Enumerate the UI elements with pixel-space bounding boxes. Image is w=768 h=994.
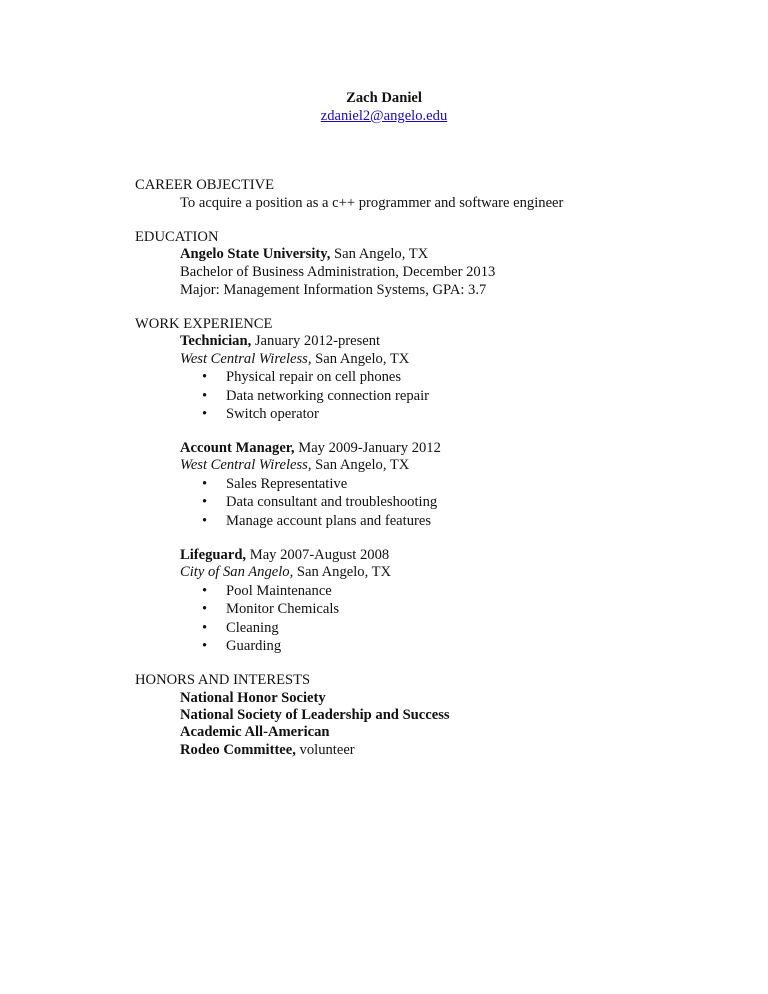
job-title-line <box>180 333 380 350</box>
bullet-icon: • <box>202 476 208 492</box>
list-item: Data networking connection repair <box>226 388 430 404</box>
job-location: San Angelo, TX <box>311 457 410 473</box>
job-title: Account Manager, <box>180 440 295 456</box>
job-dates: May 2007-August 2008 <box>246 547 390 563</box>
list-item: Manage account plans and features <box>226 513 432 529</box>
job-employer-line <box>180 564 391 581</box>
job-title: Lifeguard, <box>180 547 247 563</box>
job-title: Technician, <box>180 333 252 349</box>
job-location: San Angelo, TX <box>311 351 410 367</box>
honor-item: Academic All-American <box>180 724 330 740</box>
honor-item: Rodeo Committee, <box>180 742 296 758</box>
bullet-icon: • <box>202 406 208 422</box>
honor-item: National Honor Society <box>180 690 326 706</box>
objective-text: To acquire a position as a c++ programmer and software engineer <box>180 195 564 211</box>
section-heading-work-experience: WORK EXPERIENCE <box>135 316 273 332</box>
honor-note: volunteer <box>295 742 355 758</box>
job-dates: May 2009-January 2012 <box>294 440 441 456</box>
candidate-name: Zach Daniel <box>346 90 422 106</box>
list-item: Cleaning <box>226 620 279 636</box>
section-heading-career-objective: CAREER OBJECTIVE <box>135 177 275 193</box>
list-item: Guarding <box>226 638 282 654</box>
email-link[interactable]: zdaniel2@angelo.edu <box>320 108 448 124</box>
job-employer: West Central Wireless, <box>180 457 312 473</box>
job-employer: West Central Wireless, <box>180 351 312 367</box>
list-item: Monitor Chemicals <box>226 601 340 617</box>
job-dates: January 2012-present <box>251 333 381 349</box>
school-name: Angelo State University, <box>180 246 331 262</box>
section-heading-honors: HONORS AND INTERESTS <box>135 672 311 688</box>
list-item: Physical repair on cell phones <box>226 369 402 385</box>
list-item: Switch operator <box>226 406 319 422</box>
list-item: Pool Maintenance <box>226 583 332 599</box>
job-title-line <box>180 547 389 564</box>
education-school-line <box>180 246 428 263</box>
list-item: Data consultant and troubleshooting <box>226 494 438 510</box>
bullet-icon: • <box>202 583 208 599</box>
major: Major: Management Information Systems, GPA: 3.7 <box>180 282 487 298</box>
list-item: Sales Representative <box>226 476 348 492</box>
bullet-icon: • <box>202 513 208 529</box>
honor-item-line <box>180 742 355 759</box>
bullet-icon: • <box>202 638 208 654</box>
bullet-icon: • <box>202 601 208 617</box>
job-location: San Angelo, TX <box>293 564 392 580</box>
job-title-line <box>180 440 441 457</box>
degree: Bachelor of Business Administration, December 2013 <box>180 264 496 280</box>
section-heading-education: EDUCATION <box>135 229 219 245</box>
bullet-icon: • <box>202 494 208 510</box>
school-location: San Angelo, TX <box>330 246 429 262</box>
job-employer-line <box>180 351 409 368</box>
job-employer-line <box>180 457 409 474</box>
honor-item: National Society of Leadership and Success <box>180 707 450 723</box>
bullet-icon: • <box>202 369 208 385</box>
job-employer: City of San Angelo, <box>180 564 294 580</box>
bullet-icon: • <box>202 620 208 636</box>
bullet-icon: • <box>202 388 208 404</box>
